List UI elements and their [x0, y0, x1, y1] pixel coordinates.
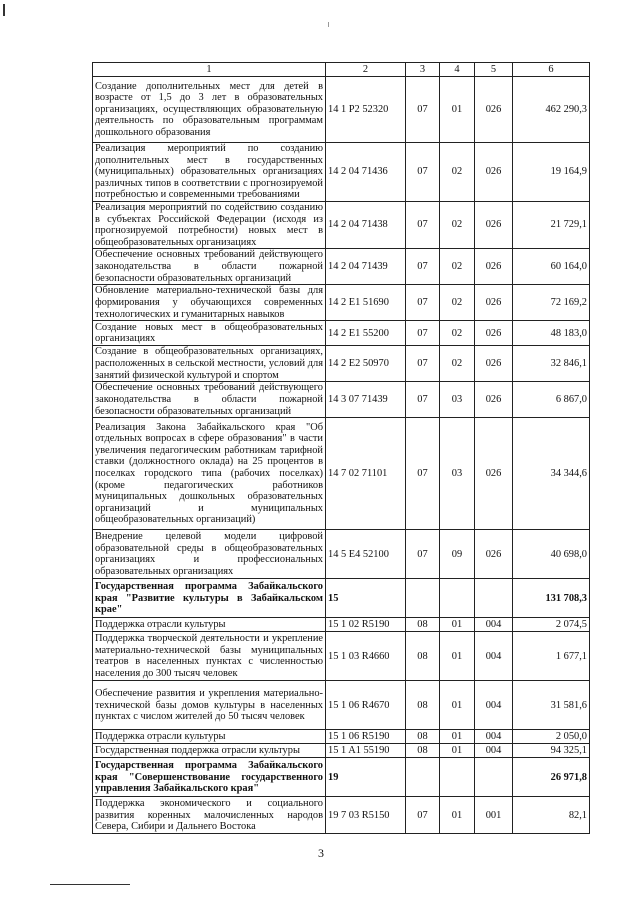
row-amount: 32 846,1 — [513, 346, 590, 382]
row-code: 15 1 06 R4670 — [326, 681, 406, 730]
footnote-rule — [50, 884, 130, 885]
row-admin-code: 026 — [475, 346, 513, 382]
row-name: Обновление материально-технической базы для формирования у обучающихся современных технологических и гуманитарных навыков — [93, 285, 326, 321]
row-name: Поддержка отрасли культуры — [93, 730, 326, 744]
row-name: Обеспечение основных требований действующего законодательства в области пожарной безопасности образовательных организаций — [93, 249, 326, 285]
row-section: 07 — [406, 418, 440, 530]
row-code: 19 7 03 R5150 — [326, 797, 406, 834]
row-amount: 19 164,9 — [513, 143, 590, 202]
row-subsection: 02 — [440, 201, 475, 248]
row-subsection: 03 — [440, 418, 475, 530]
row-admin-code: 004 — [475, 744, 513, 758]
row-code: 15 1 A1 55190 — [326, 744, 406, 758]
row-code: 19 — [326, 758, 406, 797]
row-code: 14 2 E1 55200 — [326, 321, 406, 346]
row-subsection: 01 — [440, 632, 475, 681]
row-code: 14 2 E1 51690 — [326, 285, 406, 321]
row-name: Поддержка отрасли культуры — [93, 618, 326, 632]
corner-mark — [3, 4, 5, 16]
row-code: 15 1 02 R5190 — [326, 618, 406, 632]
row-admin-code — [475, 758, 513, 797]
row-name: Поддержка творческой деятельности и укрепление материально-технической базы муниципальных театров в населенных пунктах с численностью населения до 300 тысяч человек — [93, 632, 326, 681]
row-subsection: 02 — [440, 346, 475, 382]
row-name: Государственная поддержка отрасли культуры — [93, 744, 326, 758]
table-row — [93, 201, 590, 248]
row-amount: 6 867,0 — [513, 382, 590, 418]
table-header-row — [93, 63, 590, 77]
row-name: Реализация мероприятий по созданию дополнительных мест в государственных (муниципальных) образовательных организациях различных типов в соответствии с прогнозируемой потребностью и современными требованиями — [93, 143, 326, 202]
row-subsection: 02 — [440, 321, 475, 346]
header-cell-5: 5 — [475, 63, 513, 77]
row-subsection — [440, 758, 475, 797]
table-row — [93, 285, 590, 321]
row-amount: 2 050,0 — [513, 730, 590, 744]
budget-table — [92, 62, 590, 834]
row-admin-code: 026 — [475, 249, 513, 285]
row-code: 14 7 02 71101 — [326, 418, 406, 530]
row-name: Создание дополнительных мест для детей в возрасте от 1,5 до 3 лет в образовательных организациях, осуществляющих образовательную деятельность по образовательным программам дошкольного образования — [93, 77, 326, 143]
row-amount: 82,1 — [513, 797, 590, 834]
row-name: Создание новых мест в общеобразовательных организациях — [93, 321, 326, 346]
row-admin-code: 026 — [475, 201, 513, 248]
row-subsection: 01 — [440, 797, 475, 834]
table-row — [93, 681, 590, 730]
table-row — [93, 321, 590, 346]
table-row — [93, 143, 590, 202]
row-name: Реализация мероприятий по содействию созданию в субъектах Российской Федерации (исходя из прогнозируемой потребности) новых мест в общеобразовательных организациях — [93, 201, 326, 248]
header-cell-4: 4 — [440, 63, 475, 77]
row-subsection: 02 — [440, 285, 475, 321]
row-name: Поддержка экономического и социального развития коренных малочисленных народов Севера, Сибири и Дальнего Востока — [93, 797, 326, 834]
row-admin-code: 026 — [475, 77, 513, 143]
row-section: 08 — [406, 681, 440, 730]
row-section: 08 — [406, 744, 440, 758]
row-name: Обеспечение основных требований действующего законодательства в области пожарной безопасности образовательных организаций — [93, 382, 326, 418]
row-admin-code: 026 — [475, 285, 513, 321]
row-subsection — [440, 579, 475, 618]
row-name: Внедрение целевой модели цифровой образовательной среды в общеобразовательных организациях и профессиональных образовательных организациях — [93, 530, 326, 579]
row-admin-code: 026 — [475, 530, 513, 579]
row-code: 14 2 04 71439 — [326, 249, 406, 285]
row-admin-code — [475, 579, 513, 618]
row-code: 14 3 07 71439 — [326, 382, 406, 418]
table-row — [93, 530, 590, 579]
row-section: 07 — [406, 285, 440, 321]
row-admin-code: 026 — [475, 382, 513, 418]
row-admin-code: 026 — [475, 321, 513, 346]
row-section: 07 — [406, 797, 440, 834]
header-cell-2: 2 — [326, 63, 406, 77]
table-row — [93, 249, 590, 285]
table-row — [93, 618, 590, 632]
row-code: 14 2 04 71436 — [326, 143, 406, 202]
table-row — [93, 744, 590, 758]
row-subsection: 01 — [440, 730, 475, 744]
row-code: 15 1 03 R4660 — [326, 632, 406, 681]
row-section: 07 — [406, 346, 440, 382]
row-amount: 21 729,1 — [513, 201, 590, 248]
table-row — [93, 418, 590, 530]
row-admin-code: 001 — [475, 797, 513, 834]
header-cell-6: 6 — [513, 63, 590, 77]
row-name: Государственная программа Забайкальского края "Совершенствование государственного управления Забайкальского края" — [93, 758, 326, 797]
row-name: Создание в общеобразовательных организациях, расположенных в сельской местности, условий для занятий физической культурой и спортом — [93, 346, 326, 382]
row-section: 08 — [406, 618, 440, 632]
row-amount: 1 677,1 — [513, 632, 590, 681]
row-amount: 72 169,2 — [513, 285, 590, 321]
row-name: Обеспечение развития и укрепления материально-технической базы домов культуры в населенных пунктах с числом жителей до 50 тысяч человек — [93, 681, 326, 730]
row-code: 14 5 E4 52100 — [326, 530, 406, 579]
row-amount: 94 325,1 — [513, 744, 590, 758]
row-section — [406, 758, 440, 797]
row-section: 07 — [406, 143, 440, 202]
row-code: 14 2 E2 50970 — [326, 346, 406, 382]
row-section: 07 — [406, 77, 440, 143]
row-section: 08 — [406, 632, 440, 681]
row-section: 07 — [406, 530, 440, 579]
row-amount: 48 183,0 — [513, 321, 590, 346]
row-admin-code: 026 — [475, 143, 513, 202]
row-admin-code: 004 — [475, 632, 513, 681]
row-amount: 40 698,0 — [513, 530, 590, 579]
header-cell-3: 3 — [406, 63, 440, 77]
row-amount: 26 971,8 — [513, 758, 590, 797]
row-subsection: 01 — [440, 618, 475, 632]
row-subsection: 02 — [440, 249, 475, 285]
row-subsection: 03 — [440, 382, 475, 418]
table-row — [93, 797, 590, 834]
row-section: 07 — [406, 201, 440, 248]
table-row — [93, 77, 590, 143]
row-subsection: 01 — [440, 77, 475, 143]
row-section: 07 — [406, 249, 440, 285]
row-amount: 34 344,6 — [513, 418, 590, 530]
row-section — [406, 579, 440, 618]
row-admin-code: 004 — [475, 730, 513, 744]
row-amount: 60 164,0 — [513, 249, 590, 285]
table-row — [93, 730, 590, 744]
row-amount: 462 290,3 — [513, 77, 590, 143]
row-admin-code: 026 — [475, 418, 513, 530]
row-code: 15 — [326, 579, 406, 618]
row-name: Государственная программа Забайкальского края "Развитие культуры в Забайкальском крае" — [93, 579, 326, 618]
row-subsection: 01 — [440, 681, 475, 730]
row-subsection: 09 — [440, 530, 475, 579]
row-subsection: 01 — [440, 744, 475, 758]
row-amount: 131 708,3 — [513, 579, 590, 618]
program-row — [93, 758, 590, 797]
program-row — [93, 579, 590, 618]
table-row — [93, 632, 590, 681]
row-admin-code: 004 — [475, 681, 513, 730]
row-code: 14 2 04 71438 — [326, 201, 406, 248]
row-section: 08 — [406, 730, 440, 744]
row-section: 07 — [406, 321, 440, 346]
header-cell-1: 1 — [93, 63, 326, 77]
row-admin-code: 004 — [475, 618, 513, 632]
table-row — [93, 346, 590, 382]
row-subsection: 02 — [440, 143, 475, 202]
row-amount: 2 074,5 — [513, 618, 590, 632]
row-code: 14 1 P2 52320 — [326, 77, 406, 143]
page-number: 3 — [318, 846, 324, 860]
top-mark — [328, 22, 329, 27]
table-row — [93, 382, 590, 418]
row-amount: 31 581,6 — [513, 681, 590, 730]
row-code: 15 1 06 R5190 — [326, 730, 406, 744]
row-section: 07 — [406, 382, 440, 418]
row-name: Реализация Закона Забайкальского края "Об отдельных вопросах в сфере образования" в части увеличения педагогическим работникам тарифной ставки (должностного оклада) на 25 процентов в поселках городского типа (рабочих поселках) (кроме педагогических работников муниципальных дошкольных образовательных организаций и муниципальных общеобразовательных организаций) — [93, 418, 326, 530]
